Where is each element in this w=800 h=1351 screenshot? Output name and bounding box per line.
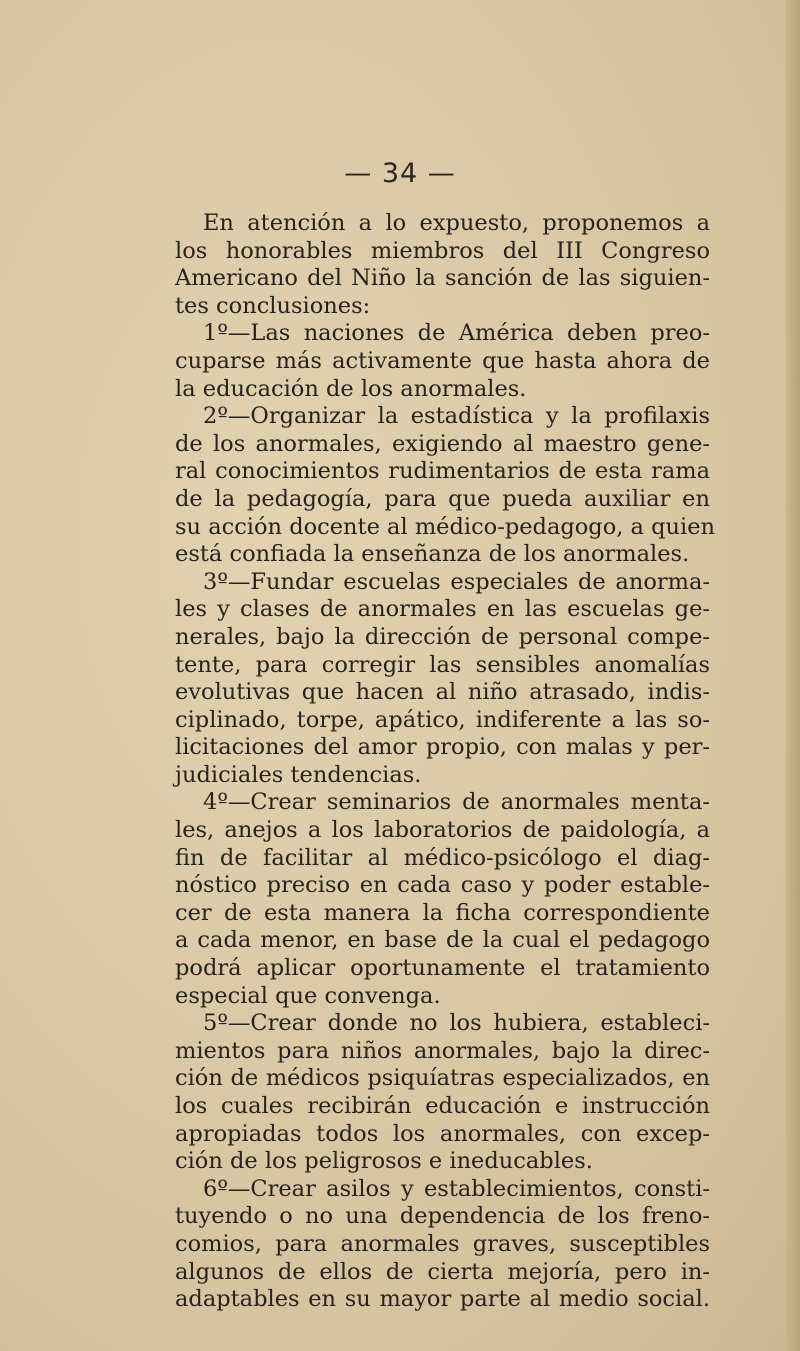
text-line: 6º—Crear asilos y establecimientos, consti- [203,1175,710,1202]
text-line: judiciales tendencias. [175,761,422,788]
text-line: licitaciones del amor propio, con malas y per- [175,734,710,761]
text-line: nerales, bajo la dirección de personal compe- [175,623,710,650]
text-line: 5º—Crear donde no los hubiera, estableci- [203,1010,710,1037]
text-line: tuyendo o no una dependencia de los freno- [175,1203,710,1230]
text-line: podrá aplicar oportunamente el tratamiento [175,955,710,982]
text-line: de los anormales, exigiendo al maestro gene- [175,430,710,457]
text-line: comios, para anormales graves, susceptibles [175,1230,710,1257]
text-line: les, anejos a los laboratorios de paidología, a [175,817,710,844]
body-text [175,210,716,1314]
text-line: En atención a lo expuesto, proponemos a [203,210,710,236]
text-line: los cuales recibirán educación e instrucción [175,1093,710,1119]
text-line: Americano del Niño la sanción de las siguien- [175,265,710,292]
text-line: tente, para corregir las sensibles anomalías [175,651,710,678]
text-line: nóstico preciso en cada caso y poder estable- [175,872,710,899]
text-line: ciplinado, torpe, apático, indiferente a las so- [175,706,710,733]
text-line: 4º—Crear seminarios de anormales menta- [203,789,710,816]
text-line: fin de facilitar al médico-psicólogo el diag- [175,844,710,871]
text-line: especial que convenga. [175,982,441,1009]
text-line: a cada menor, en base de la cual el pedagogo [175,927,710,954]
text-line: les y clases de anormales en las escuelas ge- [175,596,710,623]
text-line: los honorables miembros del III Congreso [175,237,710,264]
text-line: 2º—Organizar la estadística y la profilaxis [203,403,710,430]
text-line: algunos de ellos de cierta mejoría, pero in- [175,1258,710,1285]
text-line: ción de los peligrosos e ineducables. [175,1148,593,1175]
text-line: apropiadas todos los anormales, con excep- [175,1120,710,1147]
text-line: cer de esta manera la ficha correspondiente [175,899,710,926]
text-line: cuparse más activamente que hasta ahora de [175,347,710,374]
text-line: 1º—Las naciones de América deben preo- [203,320,710,347]
text-line: 3º—Fundar escuelas especiales de anorma- [203,568,710,595]
text-line: ción de médicos psiquíatras especializados, en [175,1065,710,1092]
text-line: está confiada la enseñanza de los anormales. [175,541,690,568]
text-line: mientos para niños anormales, bajo la direc- [175,1037,710,1064]
text-line: su acción docente al médico-pedagogo, a quien [175,513,716,540]
text-line: evolutivas que hacen al niño atrasado, indis- [175,679,710,706]
page-edge [786,0,800,1351]
text-line: la educación de los anormales. [175,375,527,402]
text-line: ral conocimientos rudimentarios de esta rama [175,458,710,485]
text-line: adaptables en su mayor parte al medio social. [175,1286,710,1313]
page-number: — 34 — [344,158,456,189]
text-line: tes conclusiones: [175,292,371,319]
text-line: de la pedagogía, para que pueda auxiliar en [175,485,710,512]
